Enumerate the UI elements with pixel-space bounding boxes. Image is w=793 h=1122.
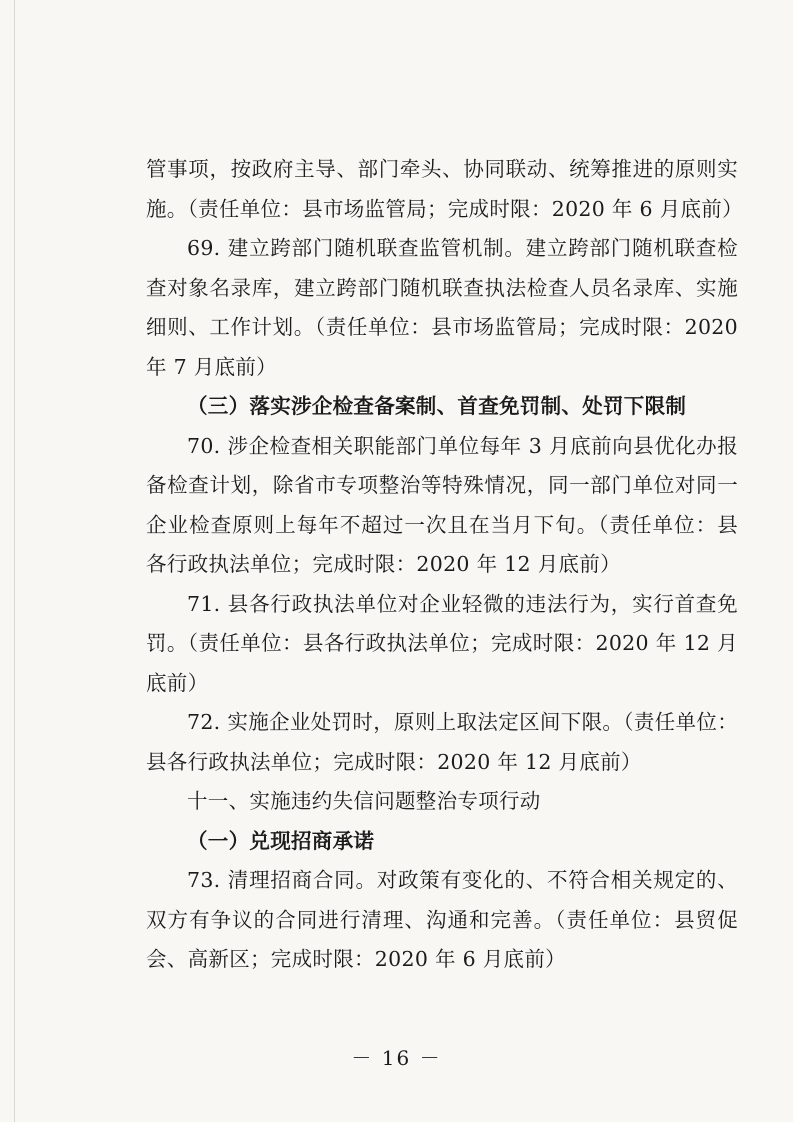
item-69: 69. 建立跨部门随机联查监管机制。建立跨部门随机联查检查对象名录库，建立跨部门随机联查执法检查人员名录库、实施细则、工作计划。（责任单位：县市场监管局；完成时限：2020 年 7 月底前） <box>146 236 738 379</box>
section-heading-11: 十一、实施违约失信问题整治专项行动 <box>187 789 541 813</box>
subheading-investment-promises: （一）兑现招商承诺 <box>187 828 375 853</box>
paragraph-continuation: 管事项，按政府主导、部门牵头、协同联动、统筹推进的原则实施。（责任单位：县市场监管局；完成时限：2020 年 6 月底前） <box>146 157 743 221</box>
item-72: 72. 实施企业处罚时，原则上取法定区间下限。（责任单位：县各行政执法单位；完成时限：2020 年 12 月底前） <box>146 710 738 774</box>
item-71: 71. 县各行政执法单位对企业轻微的违法行为，实行首查免罚。（责任单位：县各行政执法单位；完成时限：2020 年 12 月底前） <box>146 591 738 695</box>
subheading-inspection-filing: （三）落实涉企检查备案制、首查免罚制、处罚下限制 <box>187 394 687 418</box>
item-73: 73. 清理招商合同。对政策有变化的、不符合相关规定的、双方有争议的合同进行清理、沟通和完善。（责任单位：县贸促会、高新区；完成时限：2020 年 6 月底前） <box>146 868 738 971</box>
page-number: － 16 － <box>351 1046 442 1070</box>
document-body <box>146 150 743 980</box>
item-70: 70. 涉企检查相关职能部门单位每年 3 月底前向县优化办报备检查计划，除省市专项整治等特殊情况，同一部门单位对同一企业检查原则上每年不超过一次且在当月下旬。（责任单位：县各行政执法单位；完成时限：2020 年 12 月底前） <box>146 433 738 576</box>
scan-edge-line <box>14 0 15 1122</box>
